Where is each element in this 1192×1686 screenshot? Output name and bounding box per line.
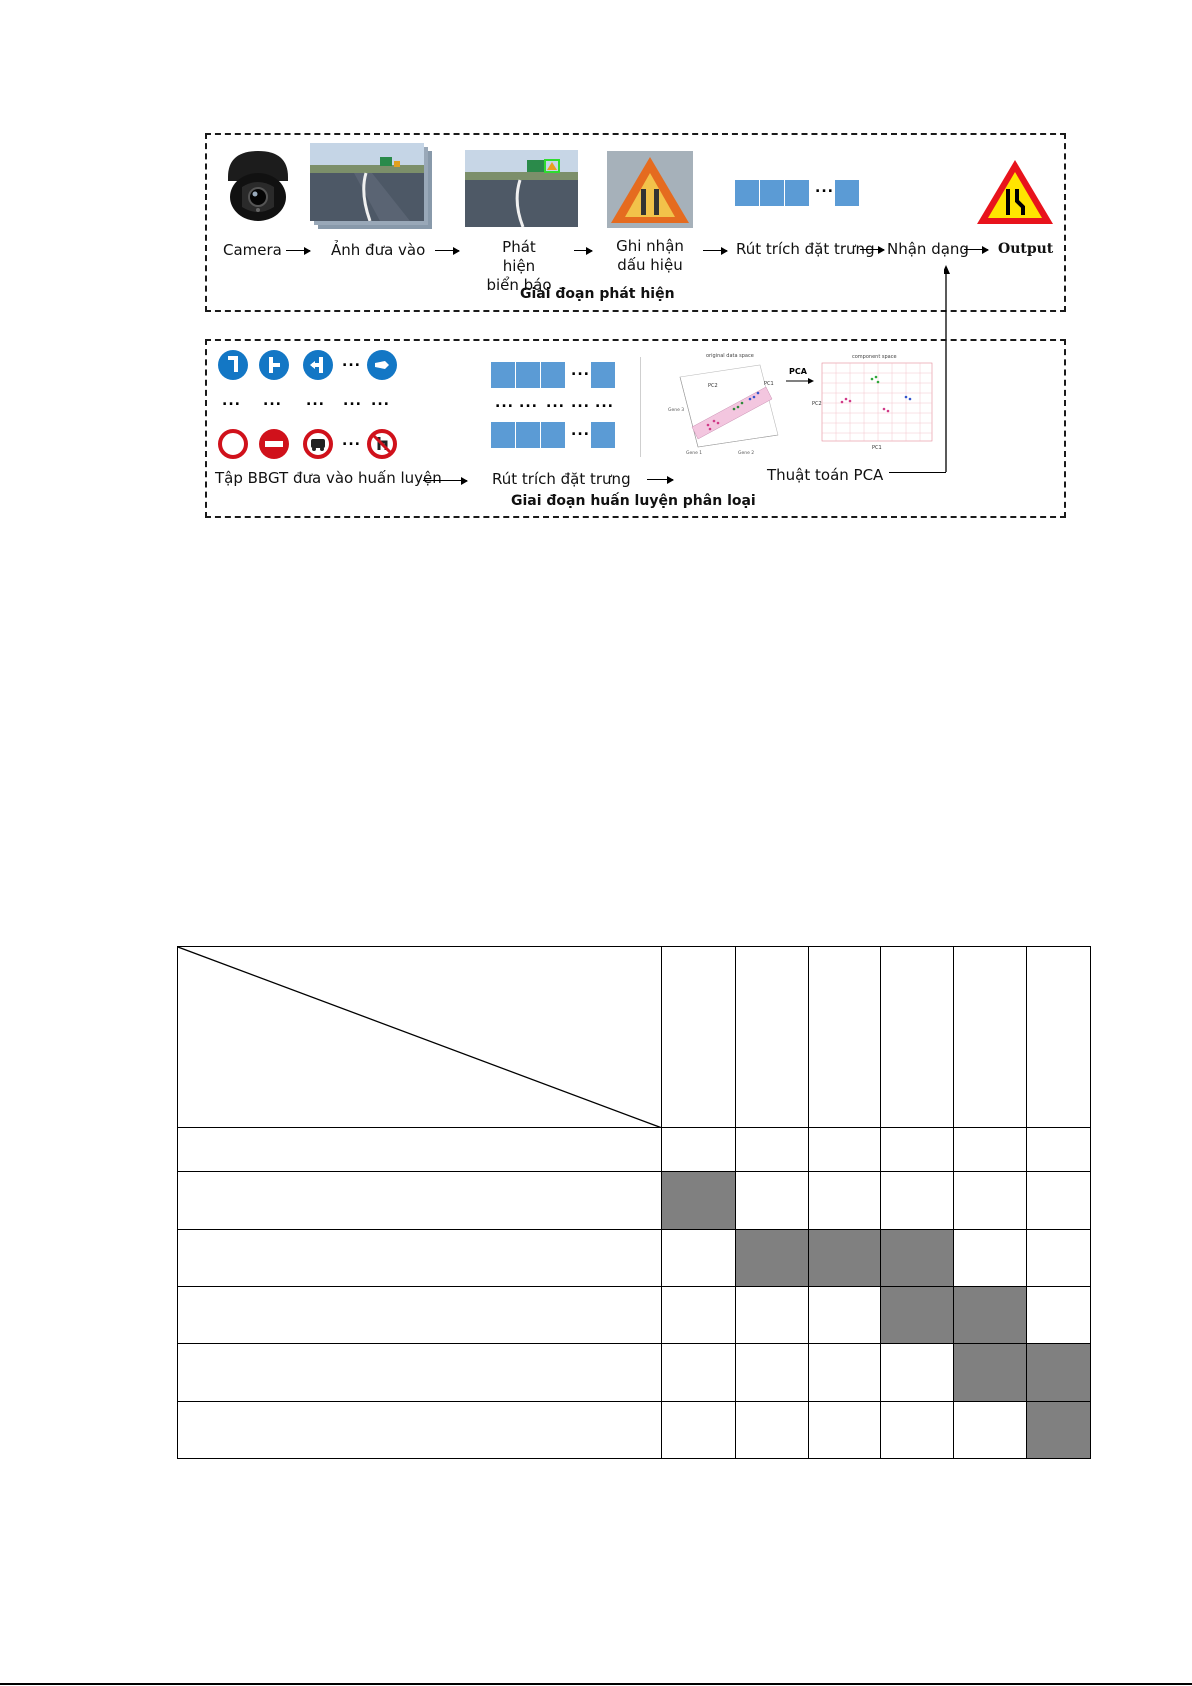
table-cell (662, 1230, 736, 1287)
table-cell (954, 1128, 1027, 1172)
table-cell (809, 1287, 881, 1344)
step-pca-algorithm: Thuật toán PCA (767, 466, 884, 484)
step-training-set: Tập BBGT đưa vào huấn luyện (215, 469, 442, 487)
footer-rule (0, 1683, 1192, 1685)
step-feature-record: Ghi nhận dấu hiệu (616, 237, 684, 274)
output-sign-icon (975, 157, 1055, 231)
arrow (423, 480, 467, 481)
table-row (178, 1344, 1091, 1402)
table-cell (809, 947, 881, 1128)
feature-block (515, 421, 541, 449)
feature-block (834, 179, 860, 207)
ellipsis: ... (815, 180, 834, 196)
ellipsis: ... (343, 393, 362, 409)
ellipsis: ... (495, 395, 514, 411)
arrow (964, 249, 988, 250)
feature-block (759, 179, 785, 207)
row-label-cell (178, 1287, 662, 1344)
table-cell (662, 1344, 736, 1402)
plot-right-axis: PC1 (872, 445, 882, 451)
plot-left-axis: Gene 1 (686, 451, 703, 456)
training-stage-title: Giai đoạn huấn luyện phân loại (511, 493, 756, 509)
horn-sign-icon (367, 350, 397, 380)
sign-crop-photo (607, 151, 693, 228)
ellipsis: ... (342, 433, 361, 449)
table-row (178, 1128, 1091, 1172)
ellipsis: ... (263, 393, 282, 409)
table-cell (736, 1402, 809, 1459)
row-label-cell (178, 1128, 662, 1172)
ellipsis: ... (571, 363, 590, 379)
arrow (860, 249, 884, 250)
ellipsis: ... (571, 423, 590, 439)
plot-right-title: component space (852, 354, 897, 360)
camera-icon (222, 147, 294, 227)
plot-left-title: original data space (706, 353, 754, 359)
table-row (178, 1287, 1091, 1344)
step-camera: Camera (223, 241, 282, 259)
shaded-cell (954, 1344, 1027, 1402)
ellipsis: ... (595, 395, 614, 411)
row-label-cell (178, 1402, 662, 1459)
no-car-sign-icon (303, 429, 333, 459)
feature-block (590, 421, 616, 449)
table-cell (954, 1230, 1027, 1287)
shaded-cell (881, 1230, 954, 1287)
table-cell (954, 1402, 1027, 1459)
feature-block (540, 361, 566, 389)
feature-block (784, 179, 810, 207)
shaded-cell (736, 1230, 809, 1287)
left-branch-sign-icon (303, 350, 333, 380)
no-turn-sign-icon (367, 429, 397, 459)
table-cell (809, 1128, 881, 1172)
table-header-row (178, 947, 1091, 1128)
ellipsis: ... (546, 395, 565, 411)
table-cell (662, 1128, 736, 1172)
no-entry-sign-icon (259, 429, 289, 459)
shaded-cell (662, 1172, 736, 1230)
pca-plots (668, 349, 940, 463)
ellipsis: ... (306, 393, 325, 409)
pca-out-line (889, 472, 946, 473)
table-cell (881, 947, 954, 1128)
arrow (286, 250, 310, 251)
shaded-cell (809, 1230, 881, 1287)
step-training-feature-extraction: Rút trích đặt trưng (492, 470, 631, 488)
table-cell (1027, 947, 1091, 1128)
table-cell (736, 1172, 809, 1230)
table-cell (809, 1344, 881, 1402)
feature-block (590, 361, 616, 389)
ellipsis: ... (519, 395, 538, 411)
step-sign-detection: Phát hiện biển báo (486, 238, 552, 294)
matrix-table (177, 946, 1091, 1459)
plot-right-axis: PC2 (812, 401, 822, 407)
arrow (703, 250, 727, 251)
row-label-cell (178, 1230, 662, 1287)
feature-block (490, 421, 516, 449)
table-cell (736, 1128, 809, 1172)
table-cell (662, 1402, 736, 1459)
table-row (178, 1172, 1091, 1230)
detection-stage-title: Giai đoạn phát hiện (520, 286, 675, 302)
shaded-cell (1027, 1402, 1091, 1459)
plot-left-axis: PC2 (708, 383, 718, 389)
table-cell (881, 1344, 954, 1402)
road-photo (310, 143, 424, 221)
shaded-cell (954, 1287, 1027, 1344)
feature-block (540, 421, 566, 449)
table-cell (1027, 1172, 1091, 1230)
step-output: Output (998, 241, 1054, 257)
table-cell (662, 1287, 736, 1344)
shaded-cell (1027, 1344, 1091, 1402)
no-entry-ring-sign-icon (218, 429, 248, 459)
table-cell (881, 1402, 954, 1459)
table-cell (1027, 1230, 1091, 1287)
diagonal-header-cell (178, 947, 662, 1128)
table-cell (662, 947, 736, 1128)
ellipsis: ... (342, 354, 361, 370)
table-row (178, 1230, 1091, 1287)
table-row (178, 1402, 1091, 1459)
feature-block (515, 361, 541, 389)
row-label-cell (178, 1344, 662, 1402)
row-label-cell (178, 1172, 662, 1230)
branch-sign-icon (259, 350, 289, 380)
feature-block (734, 179, 760, 207)
table-cell (736, 1287, 809, 1344)
step-feature-extraction: Rút trích đặt trưng (736, 240, 875, 258)
feature-block (490, 361, 516, 389)
table-cell (736, 947, 809, 1128)
plot-left-axis: Gene 2 (738, 451, 755, 456)
shaded-cell (881, 1287, 954, 1344)
divider (640, 357, 641, 457)
arrow (647, 479, 673, 480)
table-cell (954, 947, 1027, 1128)
arrow (574, 250, 592, 251)
step-input-image: Ảnh đưa vào (331, 241, 426, 259)
table-cell (809, 1172, 881, 1230)
step-recognition: Nhận dạng (887, 240, 969, 258)
plot-left-axis: Gene 3 (668, 408, 685, 413)
pca-label: PCA (789, 367, 807, 376)
table-cell (809, 1402, 881, 1459)
table-cell (736, 1344, 809, 1402)
table-cell (881, 1128, 954, 1172)
table-cell (1027, 1287, 1091, 1344)
ellipsis: ... (371, 393, 390, 409)
table-cell (1027, 1128, 1091, 1172)
arrow (435, 250, 459, 251)
plot-left-axis: PC1 (764, 381, 774, 387)
ellipsis: ... (571, 395, 590, 411)
detection-photo (465, 150, 578, 227)
table-cell (954, 1172, 1027, 1230)
table-cell (881, 1172, 954, 1230)
ellipsis: ... (222, 393, 241, 409)
turn-sign-icon (218, 350, 248, 380)
